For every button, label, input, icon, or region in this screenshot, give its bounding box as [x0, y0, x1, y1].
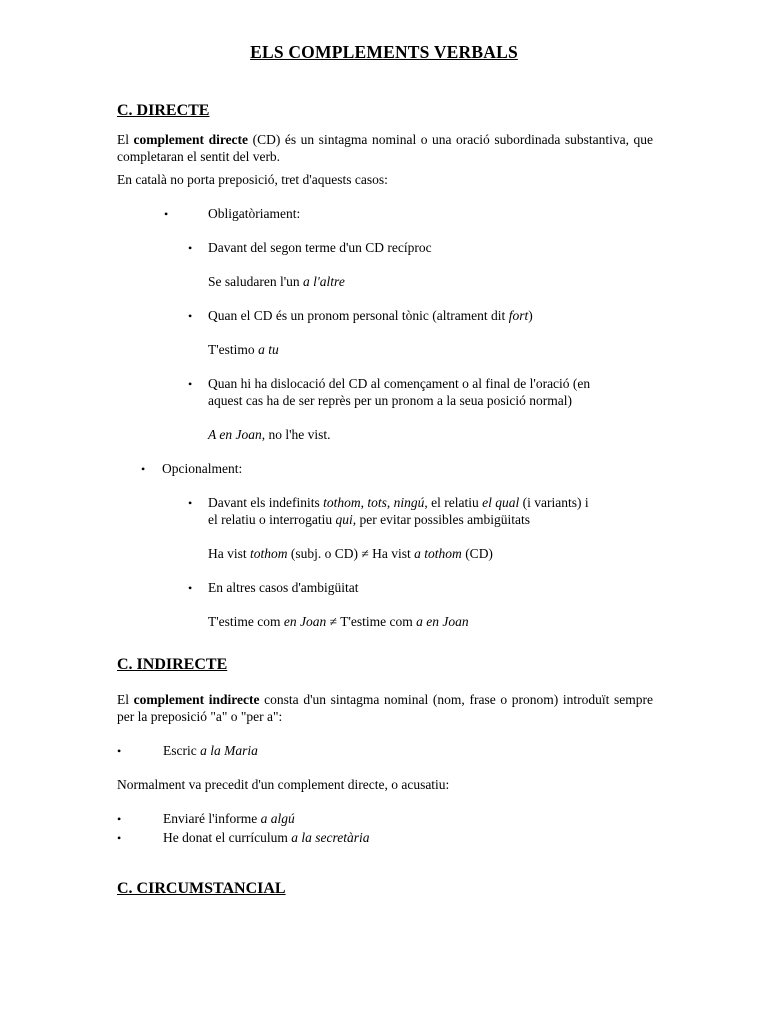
text-italic: en Joan	[283, 614, 327, 629]
example-5	[208, 613, 469, 630]
bullet-icon: •	[117, 744, 122, 758]
text-italic: a la Maria	[200, 743, 258, 758]
indirecte-example-1	[163, 742, 258, 759]
text-italic: el qual	[482, 495, 520, 510]
text: T'estime com	[208, 614, 284, 629]
list-item-obligatoriament: Obligatòriament:	[208, 206, 301, 221]
text: El	[117, 132, 134, 147]
text: Escric	[163, 743, 201, 758]
text-italic: A en Joan	[208, 427, 262, 442]
text-italic: a en Joan	[416, 614, 469, 629]
bullet-icon: •	[117, 812, 122, 826]
text-italic: qui	[335, 512, 353, 527]
list-item-case-1: Davant del segon terme d'un CD recíproc	[208, 240, 432, 255]
text-italic: a la secretària	[291, 830, 370, 845]
text: , el relatiu	[424, 495, 483, 510]
text-italic: a tothom	[414, 546, 462, 561]
list-item-case-5: En altres casos d'ambigüitat	[208, 580, 359, 595]
text-italic: ningú	[393, 495, 425, 510]
section-heading-directe: C. DIRECTE	[117, 102, 210, 119]
text: el relatiu o interrogatiu	[208, 512, 336, 527]
bullet-icon: •	[164, 207, 169, 221]
text: (CD)	[461, 546, 493, 561]
indirecte-example-2	[163, 810, 295, 827]
section-heading-indirecte: C. INDIRECTE	[117, 656, 228, 673]
text: consta d'un sintagma nominal (nom, frase o pronom) introduït sempre per la preposició "a" o "per a":	[117, 692, 654, 724]
list-item-case-3-line-1: Quan hi ha dislocació del CD al començament o al final de l'oració (en	[208, 376, 591, 391]
text: ≠ T'estime com	[326, 614, 417, 629]
text: , per evitar possibles ambigüitats	[352, 512, 531, 527]
directe-intro-paragraph	[117, 131, 653, 165]
document-title: ELS COMPLEMENTS VERBALS	[250, 42, 518, 62]
text: ,	[360, 495, 368, 510]
bullet-icon: •	[188, 241, 193, 255]
example-4	[208, 545, 493, 562]
text: (subj. o CD) ≠ Ha vist	[287, 546, 415, 561]
text-italic: a l'altre	[303, 274, 345, 289]
indirecte-intro-paragraph	[117, 691, 653, 725]
text: Quan el CD és un pronom personal tònic (altrament dit	[208, 308, 509, 323]
text-italic: a tu	[258, 342, 279, 357]
text: El	[117, 692, 134, 707]
indirecte-example-3	[163, 829, 369, 846]
term-bold: complement indirecte	[133, 692, 260, 707]
term-bold: complement directe	[133, 132, 249, 147]
text: (i variants) i	[519, 495, 589, 510]
text: Se saludaren l'un	[208, 274, 304, 289]
directe-line-2: En català no porta preposició, tret d'aquests casos:	[117, 172, 388, 187]
list-item-case-3-line-2: aquest cas ha de ser reprès per un pronom a la seua posició normal)	[208, 393, 572, 408]
text-italic: tothom	[323, 495, 361, 510]
text: Ha vist	[208, 546, 250, 561]
bullet-icon: •	[117, 831, 122, 845]
list-item-opcionalment: Opcionalment:	[162, 461, 243, 476]
list-item-case-4-line-1	[208, 494, 589, 511]
indirecte-line-2: Normalment va precedit d'un complement directe, o acusatiu:	[117, 777, 450, 792]
example-1	[208, 273, 345, 290]
text: He donat el currículum	[163, 830, 292, 845]
text: Davant els indefinits	[208, 495, 324, 510]
bullet-icon: •	[188, 309, 193, 323]
text-italic: tothom	[250, 546, 288, 561]
text-italic: a algú	[260, 811, 295, 826]
list-item-case-2	[208, 307, 533, 324]
text: T'estimo	[208, 342, 259, 357]
bullet-icon: •	[188, 581, 193, 595]
text-italic: fort	[508, 308, 529, 323]
text-italic: tots	[367, 495, 387, 510]
text: )	[528, 308, 533, 323]
example-3	[208, 426, 331, 443]
text: ,	[386, 495, 394, 510]
list-item-case-4-line-2	[208, 511, 530, 528]
bullet-icon: •	[188, 496, 193, 510]
text: , no l'he vist.	[261, 427, 331, 442]
example-2	[208, 341, 279, 358]
text: Enviaré l'informe	[163, 811, 261, 826]
bullet-icon: •	[188, 377, 193, 391]
bullet-icon: •	[141, 462, 146, 476]
section-heading-circumstancial: C. CIRCUMSTANCIAL	[117, 880, 286, 897]
text: (CD) és un sintagma nominal o una oració subordinada substantiva, que completaran el sentit del verb.	[117, 132, 653, 164]
